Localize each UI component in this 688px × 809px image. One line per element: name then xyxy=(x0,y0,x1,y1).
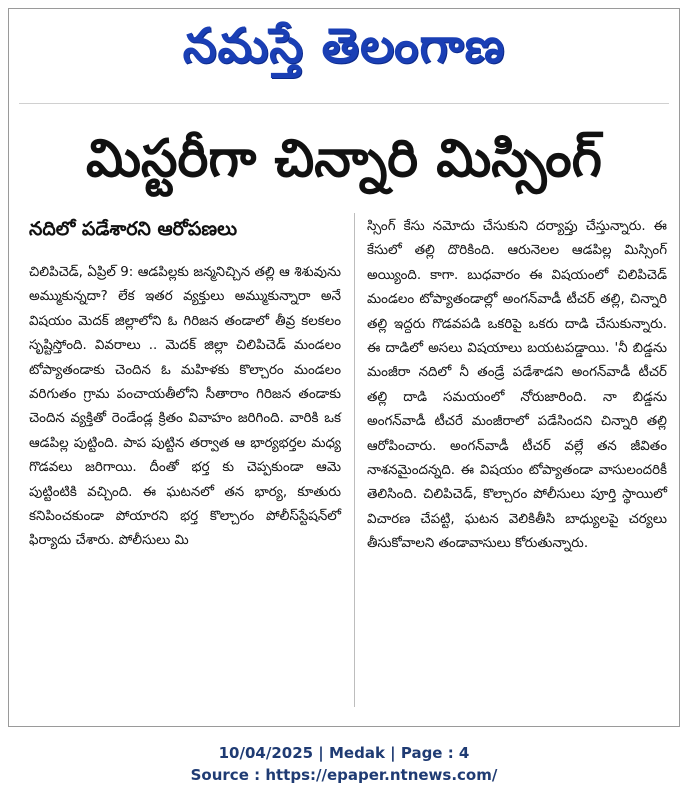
left-column-text: చిలిపిచెడ్, ఏప్రిల్ 9: ఆడపిల్లకు జన్మనిచ్చిన తల్లి ఆ శిశువును అమ్ముకున్నదా? లేక ఇతర వ్యక్తులు అమ్ముకున్నారా అనే విషయం మెదక్ జిల్లాలోని ఓ గిరిజన తండాలో తీవ్ర కలకలం సృష్టిస్తోంది. వివరాలు .. మెదక్ జిల్లా చిలిపిచెడ్ మండలం టోప్యాతండాకు చెందిన ఓ మహిళకు కొల్చారం మండలం వరిగుతం గ్రామ పంచాయతీలోని సీతారాం గిరిజన తండాకు చెందిన వ్యక్తితో రెండేండ్ల క్రితం వివాహం జరిగింది. వారికి ఒక ఆడపిల్ల పుట్టింది. పాప పుట్టిన తర్వాత ఆ భార్యభర్తల మధ్య గొడవలు జరిగాయి. దీంతో భర్త కు చెప్పకుండా ఆమె పుట్టింటికి వచ్చింది. ఈ ఘటనలో తన భార్య, కూతురు కనిపించకుండా పోయారని భర్త కొల్చారం పోలీస్‌స్టేషన్‌లో ఫిర్యాదు చేశారు. పోలీసులు మి xyxy=(29,265,341,549)
column-divider xyxy=(354,213,355,707)
article-right-column xyxy=(367,215,667,557)
newspaper-masthead: నమస్తే తెలంగాణ xyxy=(182,18,506,74)
footer-source-link[interactable]: Source : https://epaper.ntnews.com/ xyxy=(190,766,498,784)
article-left-column xyxy=(29,215,341,554)
footer-date-edition: 10/04/2025 | Medak | Page : 4 xyxy=(218,744,470,762)
clipping-frame xyxy=(8,8,680,727)
clipping-footer xyxy=(0,742,688,786)
article-headline: మిస్టరీగా చిన్నారి మిస్సింగ్ xyxy=(86,129,602,189)
article-subheadline: నదిలో పడేశారని ఆరోపణలు xyxy=(29,218,238,240)
right-column-text: స్సింగ్ కేసు నమోదు చేసుకుని దర్యాప్తు చేస్తున్నారు. ఈ కేసులో తల్లి దొరికింది. ఆరునెలల ఆడపిల్ల మిస్సింగ్ అయ్యింది. కాగా. బుధవారం ఈ విషయంలో చిలిపిచెడ్ మండలం టోప్యాతండాల్లో అంగన్‌వాడీ టీచర్ తల్లి, చిన్నారి తల్లి ఇద్దరు గొడవపడి ఒకరిపై ఒకరు దాడి చేసుకున్నారు. ఈ దాడిలో అసలు విషయాలు బయటపడ్డాయి. 'నీ బిడ్డను మంజీరా నదిలో నీ తండ్రే పడేశాడని అంగన్‌వాడీ టీచర్ తల్లి దాడి సమయంలో నోరుజారింది. నా బిడ్డను అంగన్‌వాడీ టీచరే మంజీరాలో పడేసిందని చిన్నారి తల్లి ఆరోపించారు. అంగన్‌వాడీ టీచర్ వల్లే తన జీవితం నాశనమైందన్నది. ఈ విషయం టోప్యాతండా వాసులందరికీ తెలిసింది. చిలిపిచెడ్, కొల్చారం పోలీసులు పూర్తి స్థాయిలో విచారణ చేపట్టి, ఘటన వెలికితీసి బాధ్యులపై చర్యలు తీసుకోవాలని తండావాసులు కోరుతున్నారు. xyxy=(367,219,667,552)
masthead-divider xyxy=(19,103,669,104)
